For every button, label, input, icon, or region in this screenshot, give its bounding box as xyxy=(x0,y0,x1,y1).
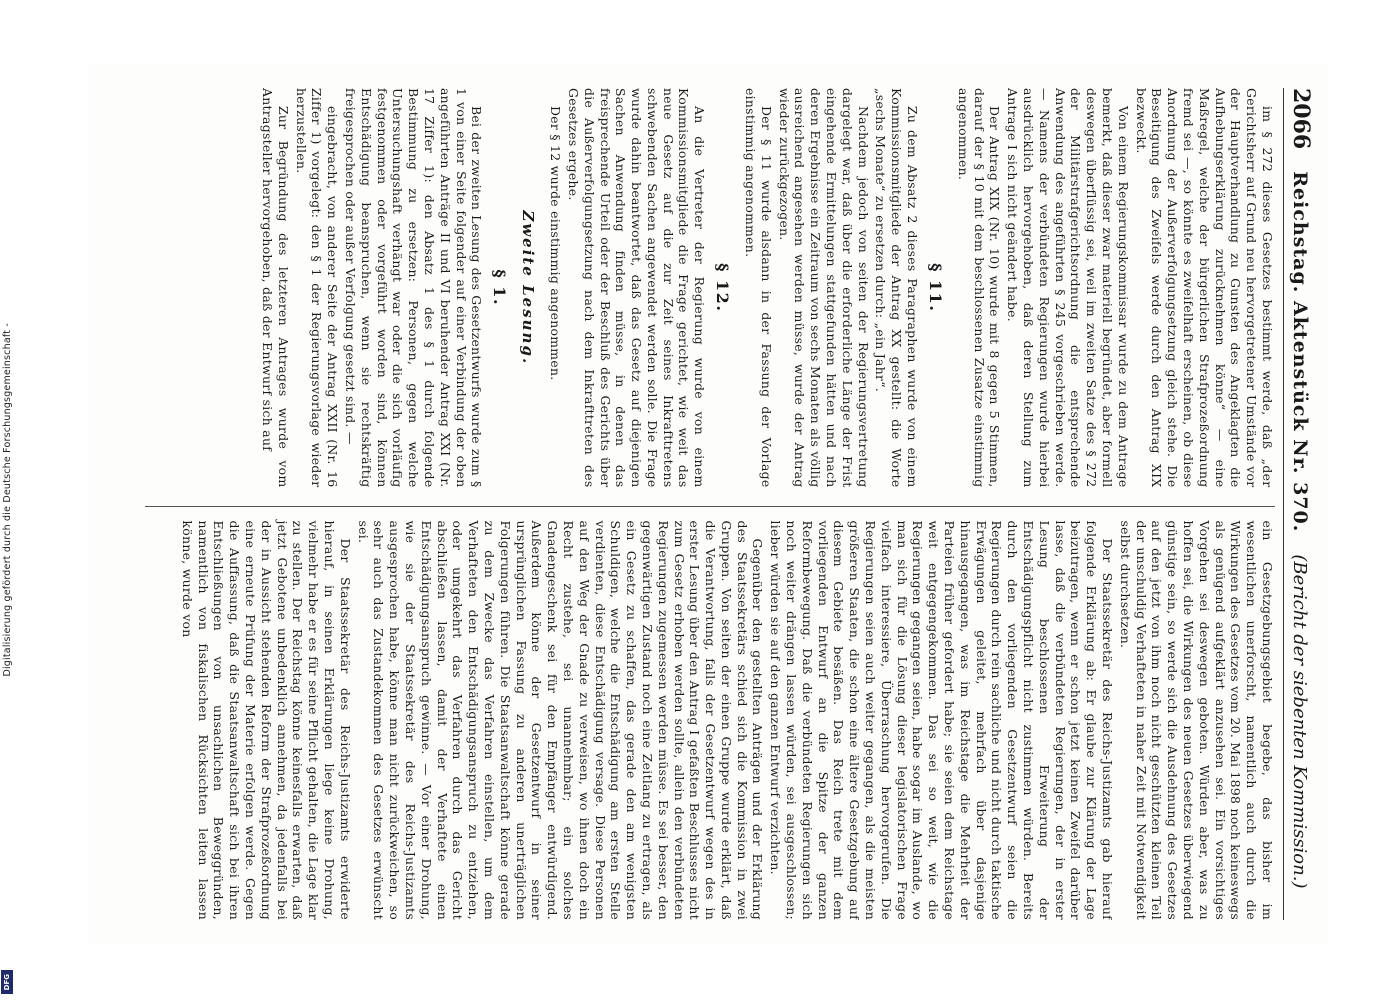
reading-heading: Zweite Lesung. xyxy=(519,210,538,366)
funding-caption-text: Digitalisierung gefördert durch die Deutsche Forschungsgemeinschaft - xyxy=(1,323,13,677)
running-head xyxy=(1283,88,1314,920)
text-column-right xyxy=(145,506,1275,921)
section-heading: § 11. xyxy=(926,263,946,313)
paragraph: Der § 11 wurde alsdann in der Fassung der Vorlage einstimmig angenommen. xyxy=(743,88,774,488)
page-number: 2066 xyxy=(1288,88,1314,150)
running-title: Reichstag. Aktenstück Nr. 370. xyxy=(1289,171,1311,533)
paragraph: Der § 12 wurde einstimmig angenommen. xyxy=(548,106,564,381)
scanned-page xyxy=(88,64,1328,944)
paragraph: Nachdem jedoch von seiten der Regierungsvertretung dargelegt war, daß über die erforderliche Länge der Frist eingehende Ermittelungen stattgefunden hätten und nach deren Ergebnisse ein Zeitraum von sechs Monaten als völlig ausreichend angesehen werden müsse, wurde der Antrag wieder zurückgezogen. xyxy=(776,88,871,488)
paragraph: Der Antrag XIX (Nr. 10) wurde mit 8 gegen 5 Stimmen, darauf der § 10 mit dem beschlossenen Zusatze einstimmig angenommen. xyxy=(955,88,1003,488)
paragraph: ein Gesetzgebungsgebiet begebe, das bisher im wesentlichen unerforscht, namentlich auch durch die Wirkungen des Gesetzes vom 20. Mai 1898 noch keineswegs als genügend aufgeklärt anzusehen sei. Ein vorsichtiges Vorgehen sei deswegen geboten. Würden aber, was zu hoffen sei, die Wirkungen des neuen Gesetzes überwiegend günstige sein, so werde sich die Ausdehnung des Gesetzes auf den jetzt von ihm noch nicht geschützten kleinen Teil der unschuldig Verhafteten in naher Zeit mit Notwendigkeit selbst durchsetzen. xyxy=(1117,520,1275,920)
section-heading: § 12. xyxy=(713,263,733,313)
paragraph: Gegenüber den gestellten Anträgen und der Erklärung des Staatssekretärs schied sich die Kommission in zwei Gruppen. Von seiten der einen Gruppe wurde erklärt, daß die Verantwortung, falls der Gesetzentwurf wegen des in erster Lesung über den Antrag I gefaßten Beschlusses nicht zum Gesetz erhoben werden sollte, allein den verbündeten Regierungen zugemessen werden müsse. Es sei besser, den gegenwärtigen Zustand noch eine Zeitlang zu ertragen, als ein Gesetz zu schaffen, das gerade den am wenigsten Schuldigen, welche die Entschädigung am ersten Stelle verdienten, diese Entschädigung versage. Diese Personen auf den Weg der Gnade zu verweisen, wo ihnen doch ein Recht zustehe, sei unannehmbar; ein solches Gnadengeschenk sei für den Empfänger entwürdigend. Außerdem könne der Gesetzentwurf in seiner ursprünglichen Fassung zu anderen unerträglichen Folgerungen führen. Die Staatsanwaltschaft könne gerade zu dem Zwecke das Verfahren einstellen, um dem Verhafteten den Entschädigungsanspruch zu entziehen, oder umgekehrt das Verfahren durch das Gericht abschließen lassen, damit der Verhaftete einen Entschädigungsanspruch gewinne. — Vor einer Drohung, wie sie der Staatssekretär des Reichs-Justizamts ausgesprochen habe, könne man nicht zurückweichen, so sehr auch das Zustandekommen des Gesetzes erwünscht sei. xyxy=(355,520,766,920)
paragraph: Zur Begründung des letzteren Antrages wurde vom Antragsteller hervorgehoben, daß der Entwurf sich auf xyxy=(259,88,291,488)
dfg-logo-text: DFG xyxy=(3,973,11,991)
funding-caption xyxy=(0,0,14,1000)
dfg-logo xyxy=(1,970,13,994)
running-subtitle: (Bericht der siebenten Kommission.) xyxy=(1289,554,1310,889)
paragraph: An die Vertreter der Regierung wurde von einem Kommissionsmitgliede die Frage gerichtet, wie weit das neue Gesetz auf die zur Zeit seines Inkrafttretens schwebenden Sachen angewendet werden solle. Die Frage wurde dahin beantwortet, daß das Gesetz auf diejenigen Sachen Anwendung finden müsse, in denen das freisprechende Urteil oder der Beschluß des Gerichts über die Außerverfolgungsetzung nach dem Inkrafttreten des Gesetzes ergehe. xyxy=(565,88,708,488)
paragraph: Von einem Regierungskommissar wurde zu dem Antrage bemerkt, daß dieser zwar materiell begründet, aber formell deswegen überflüssig sei, weil im zweiten Satze des § 272 der Militärstrafgerichtsordnung die entsprechende Anwendung des angeführten § 245 vorgeschrieben werde. — Namens der verbündeten Regierungen wurde hierbei ausdrücklich hervorgehoben, daß deren Stellung zum Antrage I sich nicht geändert habe. xyxy=(1005,88,1131,488)
section-heading: § 1. xyxy=(490,269,510,307)
paragraph: im § 272 dieses Gesetzes bestimmt werde, daß „der Gerichtsherr auf Grund neu hervorgetretener Umstände vor der Hauptverhandlung zu Gunsten des Angeklagten die Aufhebungserklärung zurücknehmen könne“ — eine Maßregel, welche der bürgerlichen Strafprozeßordnung fremd sei —, so könnte es zweifelhaft erscheinen, ob diese Anordnung der Außerverfolgungsetzung gleich stehe. Die Beseitigung des Zweifels werde durch den Antrag XIX bezweckt. xyxy=(1133,88,1275,488)
paragraph: Der Staatssekretär des Reichs-Justizamts erwiderte hierauf, in seinen Erklärungen liege keine Drohung, vielmehr habe er es für seine Pflicht gehalten, die Lage klar zu stellen. Der Reichstag könne keinesfalls erwarten, daß jetzt Gebotene unbedenklich annehmen, da jedenfalls bei der in Aussicht stehenden Reform der Strafprozeßordnung eine erneute Prüfung der Materie erfolgen werde. Gegen die Auffassung, daß die Staatsanwaltschaft sich bei ihren Entschließungen von unsachlichen Beweggründen, namentlich von fiskalischen Rücksichten leiten lassen könne, wurde von xyxy=(179,520,353,920)
paragraph: eingebracht, von anderer Seite der Antrag XXII (Nr. 16 Ziffer 1) vorgelegt: den § 1 der Regierungsvorlage wieder herzustellen. xyxy=(293,88,341,488)
paragraph: Der Staatssekretär des Reichs-Justizamts gab hierauf folgende Erklärung ab: Er glaube zur Klärung der Lage beizutragen, wenn er schon jetzt keinen Zweifel darüber lasse, daß die verbündeten Regierungen, der in erster Lesung beschlossenen Erweiterung der Entschädigungspflicht nicht zustimmen würden. Bereits durch den vorliegenden Gesetzentwurf seien die Regierungen durch rein sachliche und nicht durch taktische Erwägungen geleitet, mehrfach über dasjenige hinausgegangen, was im Reichstage die Mehrheit der Parteien früher gefordert habe; sie seien dem Reichstage weit entgegengekommen. Das sei so weit, wie die Regierungen gegangen seien, habe sogar im Auslande, wo man sich für die Lösung dieser legislatorischen Frage vielfach interessiere, Überraschung hervorgerufen. Die Regierungen seien auch weiter gegangen, als die meisten größeren Staaten, die schon eine ältere Gesetzgebung auf diesem Gebiete besäßen. Das Reich trete mit dem vorliegenden Entwurf an die Spitze der ganzen Reformbewegung. Daß die verbündeten Regierungen sich noch weiter drängen lassen würden, sei ausgeschlossen; lieber würden sie auf den ganzen Entwurf verzichten. xyxy=(768,520,1116,920)
paragraph: Bei der zweiten Lesung des Gesetzentwurfs wurde zum § 1 von einer Seite folgender auf einer Verbindung der oben angeführten Anträge II und VI beruhender Antrag XXI (Nr. 17 Ziffer 1): den Absatz 1 des § 1 durch folgende Bestimmung zu ersetzen: Personen, gegen welche Untersuchungshaft verhängt war oder die sich vorläufig festgenommen oder vorgeführt worden sind, können Entschädigung beanspruchen, wenn sie rechtskräftig freigesprochen oder außer Verfolgung gesetzt sind. — xyxy=(342,88,485,488)
paragraph: Zu dem Absatz 2 dieses Paragraphen wurde von einem Kommissionsmitgliede der Antrag XX gestellt: die Worte „sechs Monate“ zu ersetzen durch: „ein Jahr“. xyxy=(873,88,921,488)
text-column-left xyxy=(145,88,1275,488)
